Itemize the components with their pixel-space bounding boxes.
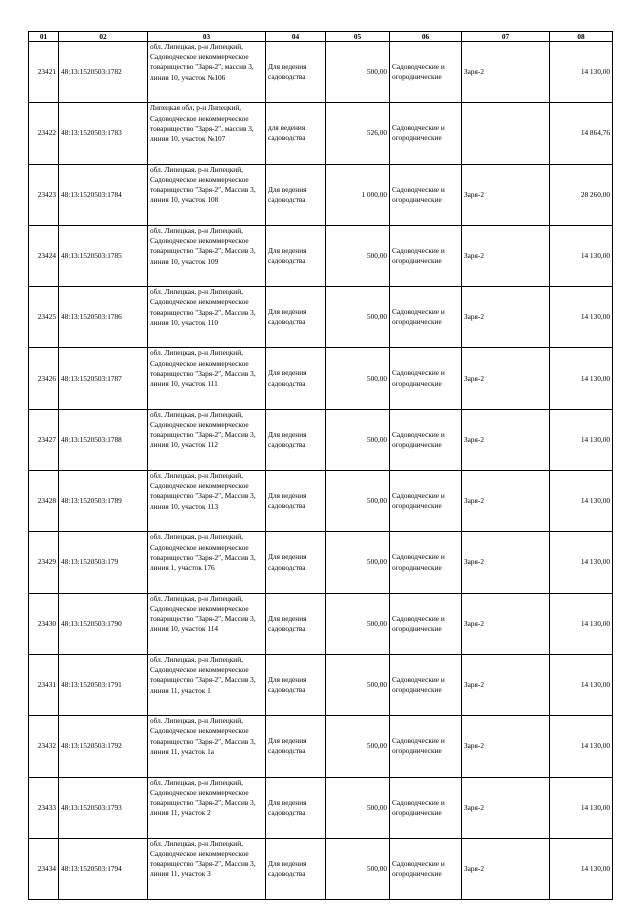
table-row bbox=[29, 777, 613, 838]
address-text: обл. Липецкая, р-н Липецкий, Садоводческое некоммерческое товарищество "Заря-2", Массив 3, линия 10, участок 111 bbox=[150, 348, 256, 389]
cell-record-number: 23433 bbox=[29, 777, 59, 838]
table-row bbox=[29, 42, 613, 103]
cell-cadastral-number: 48:13:1520503:1793 bbox=[59, 777, 148, 838]
table-row bbox=[29, 838, 613, 899]
cell-cadastral-value: 14 130,00 bbox=[550, 471, 613, 532]
address-text: обл. Липецкая, р-н Липецкий, Садоводческое некоммерческое товарищество "Заря-2", Массив 3, линия 10, участок 113 bbox=[150, 471, 256, 511]
cell-area: 500,00 bbox=[326, 716, 390, 777]
cell-address bbox=[148, 225, 266, 286]
cell-permitted-use: Для ведения садоводства bbox=[266, 409, 326, 470]
column-header: 03 bbox=[148, 32, 266, 42]
cell-cadastral-value: 14 130,00 bbox=[550, 532, 613, 593]
cell-permitted-use: Для ведения садоводства bbox=[266, 838, 326, 899]
cell-permitted-use: Для ведения садоводства bbox=[266, 471, 326, 532]
cell-settlement-name: Заря-2 bbox=[462, 471, 550, 532]
column-header: 04 bbox=[266, 32, 326, 42]
table-row bbox=[29, 471, 613, 532]
cell-land-category: Садоводческие и огороднические bbox=[390, 654, 462, 715]
address-text: обл. Липецкая, р-н Липецкий, Садоводческое некоммерческое товарищество "Заря-2", Массив 3, линия 11, участок 1 bbox=[150, 654, 256, 695]
cell-settlement-name: Заря-2 bbox=[462, 593, 550, 654]
cell-permitted-use: Для ведения садоводства bbox=[266, 348, 326, 409]
cell-record-number: 23424 bbox=[29, 225, 59, 286]
cell-permitted-use: Для ведения садоводства bbox=[266, 225, 326, 286]
cell-cadastral-value: 14 130,00 bbox=[550, 287, 613, 348]
cell-address bbox=[148, 164, 266, 225]
cell-cadastral-number: 48:13:1520503:1785 bbox=[59, 225, 148, 286]
cell-permitted-use: Для ведения садоводства bbox=[266, 777, 326, 838]
address-text: обл. Липецкая, р-н Липецкий, Садоводческое некоммерческое товарищество "Заря-2", Массив 3, линия 10, участок 110 bbox=[150, 287, 256, 327]
cell-land-category: Садоводческие и огороднические bbox=[390, 164, 462, 225]
cell-cadastral-value: 14 130,00 bbox=[550, 409, 613, 470]
cell-land-category: Садоводческие и огороднические bbox=[390, 593, 462, 654]
cell-cadastral-value: 14 130,00 bbox=[550, 777, 613, 838]
cell-cadastral-number: 48:13:1520503:1786 bbox=[59, 287, 148, 348]
cell-land-category: Садоводческие и огороднические bbox=[390, 42, 462, 103]
cell-address bbox=[148, 654, 266, 715]
column-header: 06 bbox=[390, 32, 462, 42]
cell-settlement-name: Заря-2 bbox=[462, 42, 550, 103]
table-row bbox=[29, 348, 613, 409]
address-text: обл. Липецкая, р-н Липецкий, Садоводческое некоммерческое товарищество "Заря-2", Массив 3, линия 10, участок 114 bbox=[150, 593, 256, 634]
cell-area: 500,00 bbox=[326, 225, 390, 286]
cell-record-number: 23425 bbox=[29, 287, 59, 348]
table-row bbox=[29, 532, 613, 593]
cell-record-number: 23422 bbox=[29, 103, 59, 164]
cell-permitted-use: Для ведения садоводства bbox=[266, 287, 326, 348]
cell-cadastral-number: 48:13:1520503:1790 bbox=[59, 593, 148, 654]
cell-area: 500,00 bbox=[326, 287, 390, 348]
cell-cadastral-value: 14 130,00 bbox=[550, 225, 613, 286]
cell-address bbox=[148, 593, 266, 654]
cell-land-category: Садоводческие и огороднические bbox=[390, 409, 462, 470]
cell-settlement-name: Заря-2 bbox=[462, 654, 550, 715]
cell-area: 500,00 bbox=[326, 471, 390, 532]
cell-permitted-use: Для ведения садоводства bbox=[266, 164, 326, 225]
table-row bbox=[29, 654, 613, 715]
cell-cadastral-value: 14 130,00 bbox=[550, 654, 613, 715]
cell-area: 500,00 bbox=[326, 42, 390, 103]
cell-settlement-name: Заря-2 bbox=[462, 164, 550, 225]
cell-land-category: Садоводческие и огороднические bbox=[390, 225, 462, 286]
cell-address bbox=[148, 42, 266, 103]
cell-permitted-use: Для ведения садоводства bbox=[266, 42, 326, 103]
table-row bbox=[29, 593, 613, 654]
column-header: 08 bbox=[550, 32, 613, 42]
cell-cadastral-value: 14 130,00 bbox=[550, 593, 613, 654]
table-header-row bbox=[29, 32, 613, 42]
table-row bbox=[29, 103, 613, 164]
cell-settlement-name: Заря-2 bbox=[462, 838, 550, 899]
cell-record-number: 23431 bbox=[29, 654, 59, 715]
cell-cadastral-number: 48:13:1520503:1784 bbox=[59, 164, 148, 225]
cell-address bbox=[148, 777, 266, 838]
cell-cadastral-value: 28 260,00 bbox=[550, 164, 613, 225]
cell-address bbox=[148, 287, 266, 348]
cell-address bbox=[148, 838, 266, 899]
cell-land-category: Садоводческие и огороднические bbox=[390, 716, 462, 777]
cell-cadastral-number: 48:13:1520503:1792 bbox=[59, 716, 148, 777]
cell-area: 500,00 bbox=[326, 348, 390, 409]
cell-record-number: 23432 bbox=[29, 716, 59, 777]
address-text: обл. Липецкая, р-н Липецкий, Садоводческое некоммерческое товарищество "Заря-2", Массив 3, линия 10, участок 112 bbox=[150, 409, 256, 450]
cell-cadastral-number: 48:13:1520503:1794 bbox=[59, 838, 148, 899]
table-body bbox=[29, 42, 613, 900]
cell-address bbox=[148, 409, 266, 470]
cell-area: 500,00 bbox=[326, 838, 390, 899]
cell-cadastral-number: 48:13:1520503:1783 bbox=[59, 103, 148, 164]
cell-record-number: 23423 bbox=[29, 164, 59, 225]
cell-cadastral-number: 48:13:1520503:1791 bbox=[59, 654, 148, 715]
document-sheet bbox=[28, 31, 612, 900]
cell-address bbox=[148, 348, 266, 409]
cell-address bbox=[148, 471, 266, 532]
table-row bbox=[29, 287, 613, 348]
cell-permitted-use: Для ведения садоводства bbox=[266, 716, 326, 777]
cell-record-number: 23434 bbox=[29, 838, 59, 899]
cell-area: 500,00 bbox=[326, 409, 390, 470]
cell-area: 1 000,00 bbox=[326, 164, 390, 225]
address-text: Липецкая обл, р-н Липецкий, Садоводческое некоммерческое товарищество "Заря-2", массив 3, линия 10, участок №107 bbox=[150, 103, 254, 143]
cell-permitted-use: Для ведения садоводства bbox=[266, 532, 326, 593]
table-row bbox=[29, 409, 613, 470]
address-text: обл. Липецкая, р-н Липецкий, Садоводческое некоммерческое товарищество "Заря-2", Массив 3, линия 1, участок 176 bbox=[150, 532, 256, 572]
cell-land-category: Садоводческие и огороднические bbox=[390, 471, 462, 532]
cell-settlement-name: Заря-2 bbox=[462, 348, 550, 409]
cell-settlement-name: Заря-2 bbox=[462, 287, 550, 348]
cell-record-number: 23430 bbox=[29, 593, 59, 654]
cell-permitted-use: для ведения садоводства bbox=[266, 103, 326, 164]
cell-land-category: Садоводческие и огороднические bbox=[390, 348, 462, 409]
cell-permitted-use: Для ведения садоводства bbox=[266, 593, 326, 654]
table-row bbox=[29, 716, 613, 777]
cell-record-number: 23421 bbox=[29, 42, 59, 103]
cell-area: 500,00 bbox=[326, 777, 390, 838]
cell-record-number: 23429 bbox=[29, 532, 59, 593]
cell-cadastral-number: 48:13:1520503:179 bbox=[59, 532, 148, 593]
table-row bbox=[29, 164, 613, 225]
cell-address bbox=[148, 532, 266, 593]
address-text: обл. Липецкая, р-н Липецкий, Садоводческое некоммерческое товарищество "Заря-2", массив 3, линия 10, участок №106 bbox=[150, 42, 254, 82]
cell-cadastral-value: 14 864,76 bbox=[550, 103, 613, 164]
cell-settlement-name: Заря-2 bbox=[462, 409, 550, 470]
cell-area: 500,00 bbox=[326, 593, 390, 654]
cell-settlement-name: Заря-2 bbox=[462, 532, 550, 593]
cell-cadastral-value: 14 130,00 bbox=[550, 838, 613, 899]
cell-area: 500,00 bbox=[326, 654, 390, 715]
land-plot-table bbox=[28, 31, 613, 900]
cell-settlement-name: Заря-2 bbox=[462, 777, 550, 838]
cell-area: 500,00 bbox=[326, 532, 390, 593]
cell-cadastral-number: 48:13:1520503:1788 bbox=[59, 409, 148, 470]
cell-record-number: 23428 bbox=[29, 471, 59, 532]
cell-settlement-name bbox=[462, 103, 550, 164]
cell-cadastral-value: 14 130,00 bbox=[550, 716, 613, 777]
cell-land-category: Садоводческие и огороднические bbox=[390, 777, 462, 838]
address-text: обл. Липецкая, р-н Липецкий, Садоводческое некоммерческое товарищество "Заря-2", Массив 3, линия 10, участок 109 bbox=[150, 225, 256, 266]
cell-record-number: 23426 bbox=[29, 348, 59, 409]
cell-land-category: Садоводческие и огороднические bbox=[390, 103, 462, 164]
cell-address bbox=[148, 716, 266, 777]
cell-permitted-use: Для ведения садоводства bbox=[266, 654, 326, 715]
column-header: 02 bbox=[59, 32, 148, 42]
column-header: 05 bbox=[326, 32, 390, 42]
address-text: обл. Липецкая, р-н Липецкий, Садоводческое некоммерческое товарищество "Заря-2", Массив 3, линия 11, участок 1а bbox=[150, 716, 256, 756]
column-header: 07 bbox=[462, 32, 550, 42]
table-row bbox=[29, 225, 613, 286]
cell-cadastral-number: 48:13:1520503:1789 bbox=[59, 471, 148, 532]
cell-record-number: 23427 bbox=[29, 409, 59, 470]
address-text: обл. Липецкая, р-н Липецкий, Садоводческое некоммерческое товарищество "Заря-2", Массив 3, линия 11, участок 2 bbox=[150, 777, 256, 818]
cell-settlement-name: Заря-2 bbox=[462, 716, 550, 777]
cell-settlement-name: Заря-2 bbox=[462, 225, 550, 286]
cell-land-category: Садоводческие и огороднические bbox=[390, 838, 462, 899]
cell-cadastral-value: 14 130,00 bbox=[550, 42, 613, 103]
cell-land-category: Садоводческие и огороднические bbox=[390, 532, 462, 593]
cell-cadastral-number: 48:13:1520503:1782 bbox=[59, 42, 148, 103]
cell-cadastral-number: 48:13:1520503:1787 bbox=[59, 348, 148, 409]
address-text: обл. Липецкая, р-н Липецкий, Садоводческое некоммерческое товарищество "Заря-2", Массив 3, линия 10, участок 108 bbox=[150, 164, 256, 205]
column-header: 01 bbox=[29, 32, 59, 42]
cell-land-category: Садоводческие и огороднические bbox=[390, 287, 462, 348]
cell-cadastral-value: 14 130,00 bbox=[550, 348, 613, 409]
address-text: обл. Липецкая, р-н Липецкий, Садоводческое некоммерческое товарищество "Заря-2", Массив 3, линия 11, участок 3 bbox=[150, 838, 256, 879]
cell-area: 526,00 bbox=[326, 103, 390, 164]
cell-address bbox=[148, 103, 266, 164]
